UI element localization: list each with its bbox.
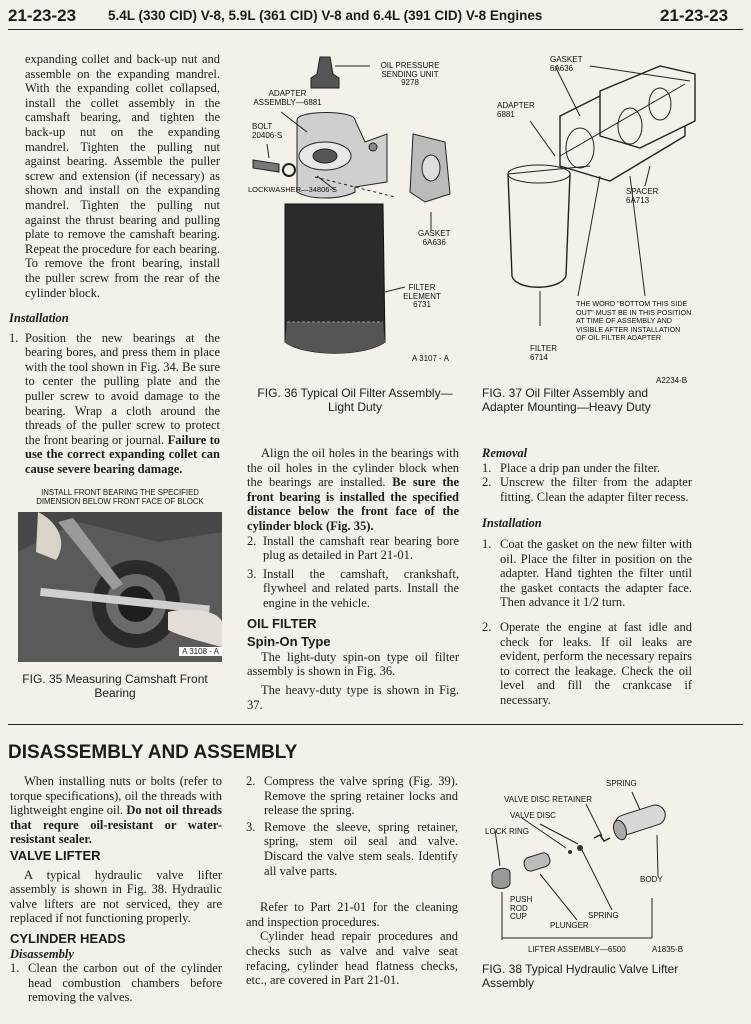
fig37-label-note: THE WORD "BOTTOM THIS SIDE OUT" MUST BE IN THIS POSITION AT TIME OF ASSEMBLY AND VISIBLE AFTER INSTALLATION OF OIL FILTER ADAPTER [576, 299, 692, 342]
column-left-lower [10, 774, 222, 1005]
heading-oil-filter: OIL FILTER [247, 615, 317, 631]
fig35-code: A 3108 - A [179, 647, 222, 656]
removal-step-2: 2. Unscrew the filter from the adapter fitting. Clean the adapter filter recess. [482, 475, 692, 504]
fig37-label-adapter: ADAPTER 6881 [497, 101, 535, 119]
heading-cylinder-heads: CYLINDER HEADS [10, 930, 126, 946]
fig36-label-lockwasher: LOCKWASHER—34806-S [248, 185, 337, 194]
paragraph-align-holes: Align the oil holes in the bearings with the oil holes in the cylinder block when the bearings are installed. Be sure the front bearing is installed the specified distance below the front face of the cylinder block (Fig. 35). [247, 446, 459, 533]
fig38-label-disc: VALVE DISC [510, 811, 556, 820]
fig35-label: INSTALL FRONT BEARING THE SPECIFIED DIMENSION BELOW FRONT FACE OF BLOCK [36, 488, 204, 506]
heading-disassembly: Disassembly [10, 946, 74, 961]
fig37-label-filter: FILTER 6714 [530, 344, 557, 362]
installation-step-2: 2. Install the camshaft rear bearing bore plug as detailed in Part 21-01. [247, 533, 459, 563]
paragraph-light-duty: The light-duty spin-on type oil filter assembly is shown in Fig. 36. [247, 649, 459, 679]
fig35-caption: FIG. 35 Measuring Camshaft Front Bearing [22, 672, 208, 700]
column-right-upper [482, 446, 692, 708]
fig38-label-assembly: LIFTER ASSEMBLY—6500 [528, 945, 626, 954]
disassembly-step-1: 1. Clean the carbon out of the cylinder head combustion chambers before removing the valves. [10, 961, 222, 1005]
column-middle-upper [247, 446, 459, 712]
header-rule [8, 29, 743, 30]
column-left-upper [9, 52, 220, 477]
fig38-label-body: BODY [640, 875, 663, 884]
heading-installation-filter: Installation [482, 516, 542, 531]
bearing-distance-warning: Be sure the front bearing is installed the specified distance below the front face of the cylinder block (Fig. 35). [247, 475, 459, 533]
disassembly-step-3: 3. Remove the sleeve, spring retainer, spring, stem oil seal and valve. Discard the valve stem seals. Identify all valve parts. [246, 819, 458, 878]
paragraph-valve-lifter: A typical hydraulic valve lifter assembly is shown in Fig. 38. Hydraulic valve lifters are not serviced, they are replaced if not functioning properly. [10, 867, 222, 926]
fig38-label-spring: SPRING [588, 911, 619, 920]
fig38-label-retainer: VALVE DISC RETAINER [504, 795, 593, 804]
fig36-label-bolt: BOLT 20406-S [252, 122, 283, 140]
fig38-label-lock-ring: LOCK RING [485, 827, 530, 836]
paragraph-bearing-removal: expanding collet and back-up nut and assemble on the expanding mandrel. With the expanding collet collapsed, install the collet assembly in the camshaft bearing, and tighten the back-up nut on the expanding mandrel. Tighten the pulling nut against bearing. Assemble the puller screw and extension (if necessary) as shown and install on the expanding mandrel. Tighten the pulling nut against the thrust bearing and pulling plate to remove the camshaft bearing. Repeat the procedure for each bearing. To remove the front bearing, install the puller screw from the rear of the cylinder block. [25, 52, 220, 300]
section-rule [8, 724, 743, 725]
step-warning: Failure to use the correct expanding collet can cause severe bearing damage. [25, 432, 220, 477]
fig36-label-oil-pressure: OIL PRESSURE SENDING UNIT 9278 [380, 61, 440, 87]
fig36-label-adapter: ADAPTER ASSEMBLY—6881 [253, 89, 322, 107]
fig35-photo-drawing [18, 512, 222, 662]
fig36-label-gasket: GASKET 6A636 [418, 229, 451, 247]
fig38-label-plunger: PLUNGER [550, 921, 589, 930]
page-number-right: 21-23-23 [660, 6, 729, 25]
paragraph-heavy-duty: The heavy-duty type is shown in Fig. 37. [247, 682, 459, 712]
installation-step-3: 3. Install the camshaft, crankshaft, flywheel and related parts. Install the engine in the vehicle. [247, 566, 459, 610]
section-title: DISASSEMBLY AND ASSEMBLY [8, 742, 298, 763]
fig37-caption: FIG. 37 Oil Filter Assembly and Adapter Mounting—Heavy Duty [482, 386, 651, 414]
paragraph-oil-threads: When installing nuts or bolts (refer to torque specifications), oil the threads with lightweight engine oil. Do not oil threads that requre oil-resistant or water-resistant sealer. [10, 774, 223, 847]
fig36-code: A 3107 - A [412, 354, 449, 363]
filter-install-step-1: 1. Coat the gasket on the new filter with oil. Place the filter in position on the adapter. Hand tighten the filter until the gasket contacts the adapter face. Then advance it 1/2 turn. [482, 536, 692, 610]
heading-spin-on-type: Spin-On Type [247, 634, 331, 650]
heading-installation: Installation [9, 311, 69, 326]
filter-install-step-2: 2. Operate the engine at fast idle and check for leaks. If oil leaks are evident, perform the necessary repairs to correct the leakage. Check the oil level and fill the crankcase if necessary. [482, 619, 692, 707]
fig37-label-gasket: GASKET 6A636 [550, 55, 583, 73]
column-middle-lower [246, 774, 458, 988]
heading-valve-lifter: VALVE LIFTER [10, 847, 101, 863]
paragraph-head-repair: Cylinder head repair procedures and checks such as valve and valve seat refacing, cylinder head flatness checks, etc., are covered in Part 21-01. [246, 929, 458, 988]
fig38-code: A1835-B [652, 945, 684, 954]
step-number: 1. [9, 330, 19, 345]
fig36-caption: FIG. 36 Typical Oil Filter Assembly— Light Duty [257, 386, 453, 414]
paragraph-refer-part: Refer to Part 21-01 for the cleaning and inspection procedures. [246, 900, 458, 929]
fig38-label-spring-top: SPRING [606, 779, 637, 788]
page-number-left: 21-23-23 [8, 6, 77, 25]
step-text: Position the new bearings at the bearing bores, and press them in place with the tool shown in Fig. 34. Be sure to center the pulling plate and the puller screw to avoid damage to the bearing. Wrap a cloth around the threads of the puller screw to protect the front bearing or journal. [25, 330, 220, 447]
heading-removal: Removal [482, 446, 528, 460]
fig36-label-filter: FILTER ELEMENT 6731 [403, 283, 441, 309]
fig35-photo [18, 512, 222, 662]
fig37-label-spacer: SPACER 6A713 [626, 187, 659, 205]
disassembly-step-2: 2. Compress the valve spring (Fig. 39). Remove the spring retainer locks and release the spring. [246, 774, 458, 818]
removal-step-1: 1. Place a drip pan under the filter. [482, 460, 661, 475]
fig38-caption: FIG. 38 Typical Hydraulic Valve Lifter Assembly [482, 962, 679, 990]
fig37-code: A2234-B [656, 376, 688, 385]
fig38-label-push-rod-cup: PUSH ROD CUP [510, 895, 533, 921]
page-header-title: 5.4L (330 CID) V-8, 5.9L (361 CID) V-8 and 6.4L (391 CID) V-8 Engines [108, 8, 543, 23]
installation-step-1 [9, 330, 220, 477]
sealer-warning: Do not oil threads that requre oil-resistant or water-resistant sealer. [10, 803, 223, 847]
